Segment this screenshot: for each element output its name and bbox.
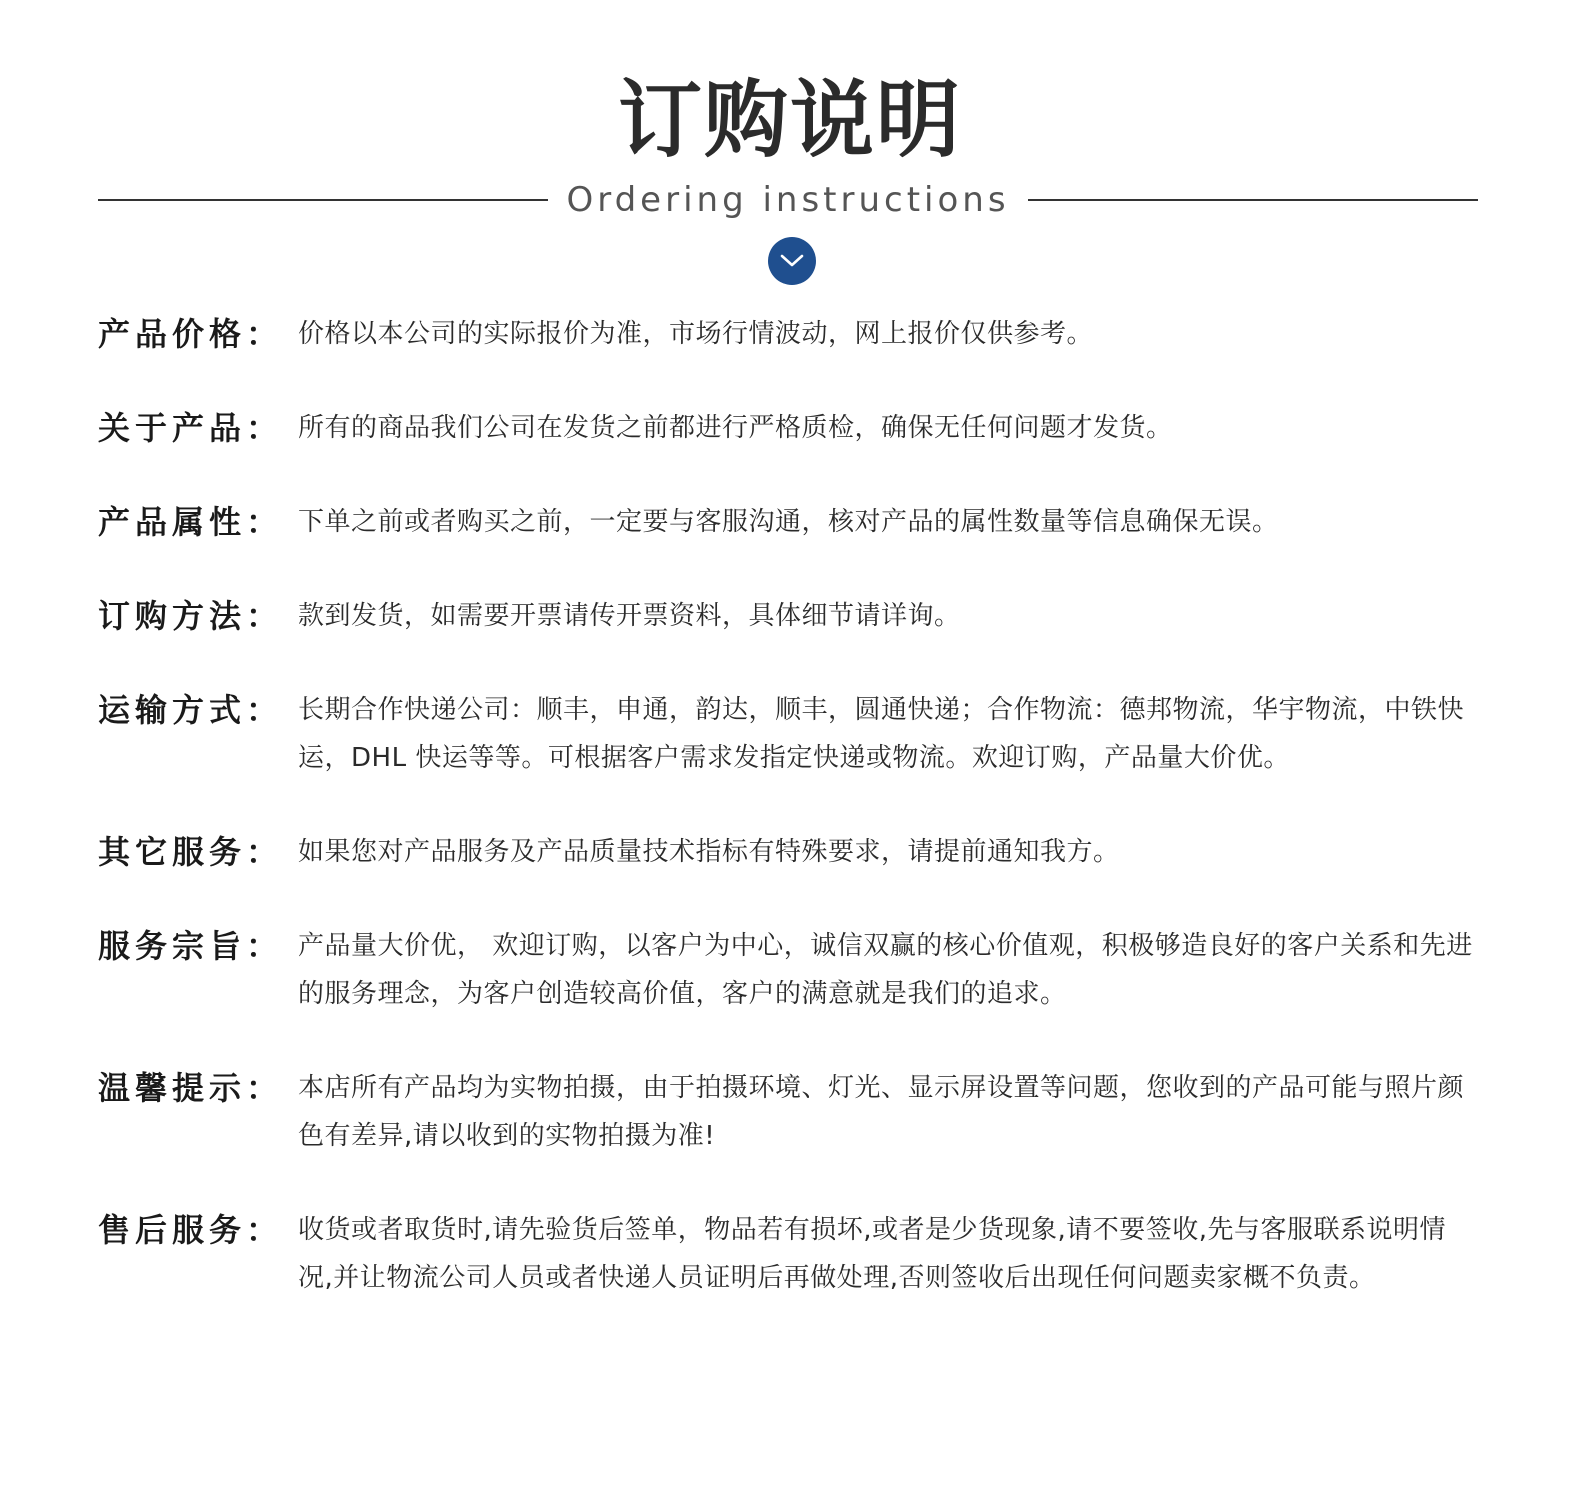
list-item-about-product [98,404,1478,452]
page-title: 订购说明 [617,71,962,169]
item-text: 款到发货，如需要开票请传开票资料，具体细节请详询。 [298,601,961,631]
item-text: 下单之前或者购买之前，一定要与客服沟通，核对产品的属性数量等信息确保无误。 [298,507,1279,537]
item-text: 收货或者取货时,请先验货后签单，物品若有损坏,或者是少货现象,请不要签收,先与客服联系说明情况,并让物流公司人员或者快递人员证明后再做处理,否则签收后出现任何问题卖家概不负责。 [298,1215,1447,1293]
list-item-after-sales [98,1206,1478,1302]
item-label: 其它服务： [98,833,284,871]
item-text: 如果您对产品服务及产品质量技术指标有特殊要求，请提前通知我方。 [298,837,1120,867]
page-subtitle: Ordering instructions [566,180,1010,220]
chevron-down-icon [779,253,805,269]
item-text: 所有的商品我们公司在发货之前都进行严格质检，确保无任何问题才发货。 [298,413,1173,443]
item-text: 产品量大价优， 欢迎订购，以客户为中心，诚信双赢的核心价值观，积极够造良好的客户关系和先进的服务理念，为客户创造较高价值，客户的满意就是我们的追求。 [298,931,1473,1009]
item-text: 长期合作快递公司：顺丰，申通，韵达，顺丰，圆通快递；合作物流：德邦物流，华宇物流，中铁快运，DHL 快运等等。可根据客户需求发指定快递或物流。欢迎订购，产品量大价优。 [298,695,1465,773]
subtitle-row [98,178,1478,222]
list-item-price [98,310,1478,358]
list-item-shipping [98,686,1478,782]
list-item-service-purpose [98,922,1478,1018]
item-label: 温馨提示： [98,1069,284,1107]
list-item-reminder [98,1064,1478,1160]
instructions-list [98,310,1478,1348]
scroll-down-button[interactable] [768,237,816,285]
item-label: 订购方法： [98,597,284,635]
divider-right [1028,199,1478,201]
item-label: 关于产品： [98,409,284,447]
divider-left [98,199,548,201]
item-text: 价格以本公司的实际报价为准，市场行情波动，网上报价仅供参考。 [298,319,1094,349]
list-item-other-services [98,828,1478,876]
list-item-attributes [98,498,1478,546]
item-label: 产品价格： [98,315,284,353]
item-label: 服务宗旨： [98,927,284,965]
item-label: 运输方式： [98,691,284,729]
item-label: 售后服务： [98,1211,284,1249]
list-item-order-method [98,592,1478,640]
item-label: 产品属性： [98,503,284,541]
item-text: 本店所有产品均为实物拍摄，由于拍摄环境、灯光、显示屏设置等问题，您收到的产品可能与照片颜色有差异,请以收到的实物拍摄为准! [298,1073,1465,1151]
